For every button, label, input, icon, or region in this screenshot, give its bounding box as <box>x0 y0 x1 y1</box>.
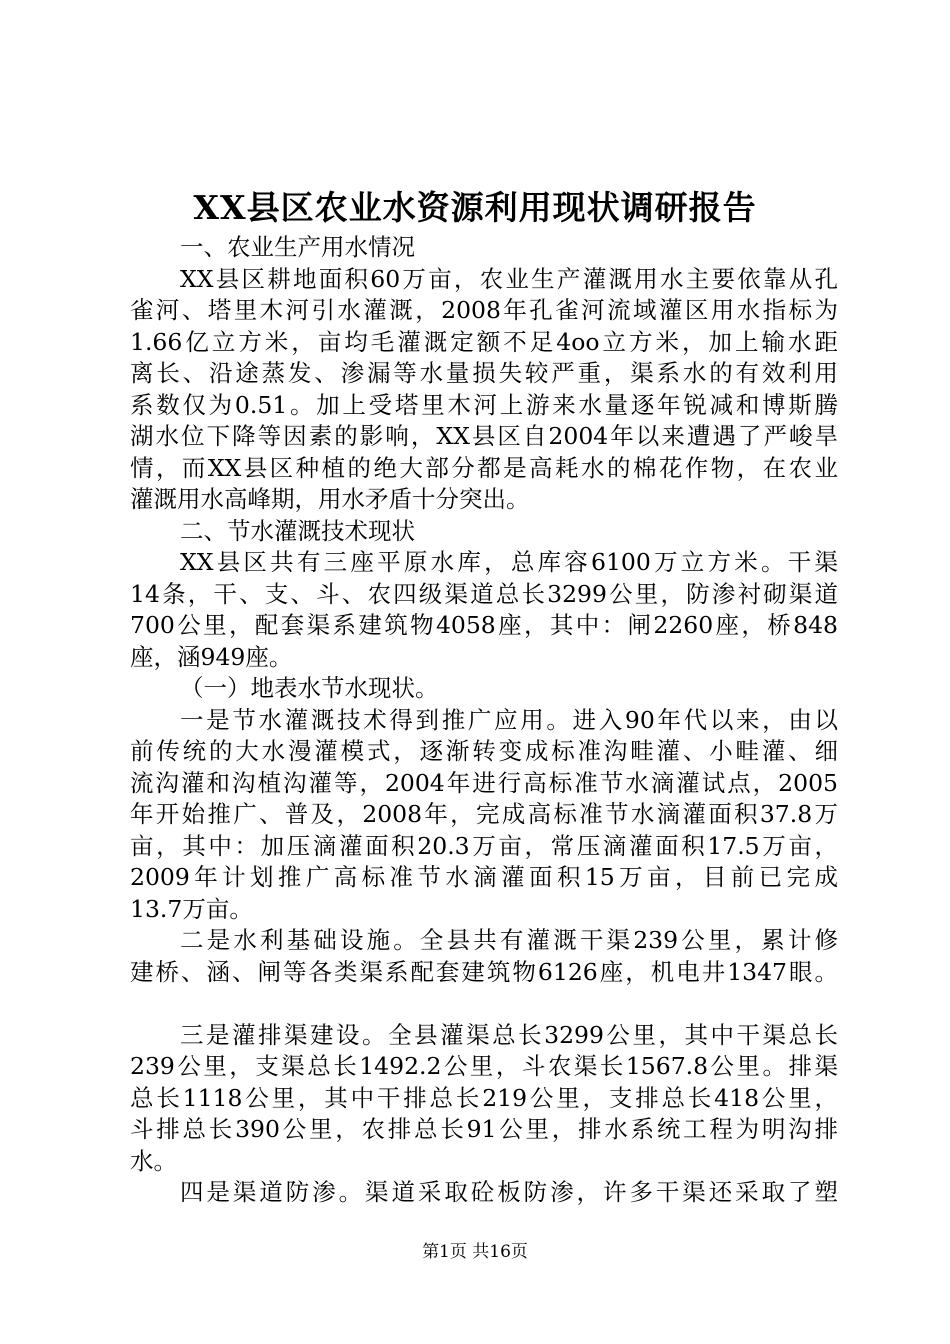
document-body <box>130 232 838 1209</box>
paragraph-line: 二是水利基础设施。全县共有灌溉干渠239公里，累计修 <box>180 926 838 954</box>
paragraph-line: 13.7万亩。 <box>130 894 253 923</box>
paragraph-line: 总长1118公里，其中干排总长219公里，支排总长418公里， <box>130 1083 838 1112</box>
section-heading-irrigation-technology: 二、节水灌溉技术现状 <box>180 516 415 545</box>
paragraph-line: 年开始推广、普及，2008年，完成高标准节水滴灌面积37.8万 <box>130 800 838 828</box>
paragraph-line: XX县区共有三座平原水库，总库容6100万立方米。干渠 <box>180 548 838 576</box>
paragraph-line: 建桥、涵、闸等各类渠系配套建筑物6126座，机电井1347眼。 <box>130 957 838 986</box>
paragraph-line: 湖水位下降等因素的影响，XX县区自2004年以来遭遇了严峻旱 <box>130 422 838 450</box>
paragraph-line: 流沟灌和沟植沟灌等，2004年进行高标准节水滴灌试点，2005 <box>130 768 838 797</box>
paragraph-line: XX县区耕地面积60万亩，农业生产灌溉用水主要依靠从孔 <box>180 264 838 293</box>
blank-line <box>130 988 838 1020</box>
paragraph-line: 2009年计划推广高标准节水滴灌面积15万亩，目前已完成 <box>130 863 838 891</box>
paragraph-line: 亩，其中：加压滴灌面积20.3万亩，常压滴灌面积17.5万亩， <box>130 831 838 860</box>
paragraph-line: 雀河、塔里木河引水灌溉，2008年孔雀河流域灌区用水指标为 <box>130 296 838 324</box>
paragraph-line: 前传统的大水漫灌模式，逐渐转变成标准沟畦灌、小畦灌、细 <box>130 737 838 765</box>
paragraph-line: 三是灌排渠建设。全县灌渠总长3299公里，其中干渠总长 <box>180 1020 838 1049</box>
paragraph-line: 14条，干、支、斗、农四级渠道总长3299公里，防渗衬砌渠道 <box>130 579 838 608</box>
paragraph-line: 座，涵949座。 <box>130 642 293 671</box>
paragraph-line: 四是渠道防渗。渠道采取砼板防渗，许多干渠还采取了塑 <box>180 1178 838 1206</box>
section-heading-agricultural-water-use: 一、农业生产用水情况 <box>180 233 415 261</box>
paragraph-line: 灌溉用水高峰期，用水矛盾十分突出。 <box>130 485 530 513</box>
paragraph-line: 1.66亿立方米，亩均毛灌溉定额不足4oo立方米，加上输水距 <box>130 327 838 356</box>
paragraph-line: 700公里，配套渠系建筑物4058座，其中：闸2260座，桥848 <box>130 611 838 639</box>
paragraph-line: 一是节水灌溉技术得到推广应用。进入90年代以来，由以 <box>180 705 838 734</box>
paragraph-line: 系数仅为0.51。加上受塔里木河上游来水量逐年锐减和博斯腾 <box>130 390 838 419</box>
document-title: XX县区农业水资源利用现状调研报告 <box>193 188 757 227</box>
paragraph-line: 239公里，支渠总长1492.2公里，斗农渠长1567.8公里。排渠 <box>130 1052 838 1080</box>
paragraph-line: 情，而XX县区种植的绝大部分都是高耗水的棉花作物，在农业 <box>130 453 838 482</box>
page-number-footer: 第1页 共16页 <box>422 1242 528 1262</box>
subsection-heading-surface-water: （一）地表水节水现状。 <box>180 674 439 702</box>
paragraph-line: 斗排总长390公里，农排总长91公里，排水系统工程为明沟排 <box>130 1115 838 1143</box>
paragraph-line: 水。 <box>130 1146 177 1175</box>
paragraph-line: 离长、沿途蒸发、渗漏等水量损失较严重，渠系水的有效利用 <box>130 359 838 387</box>
